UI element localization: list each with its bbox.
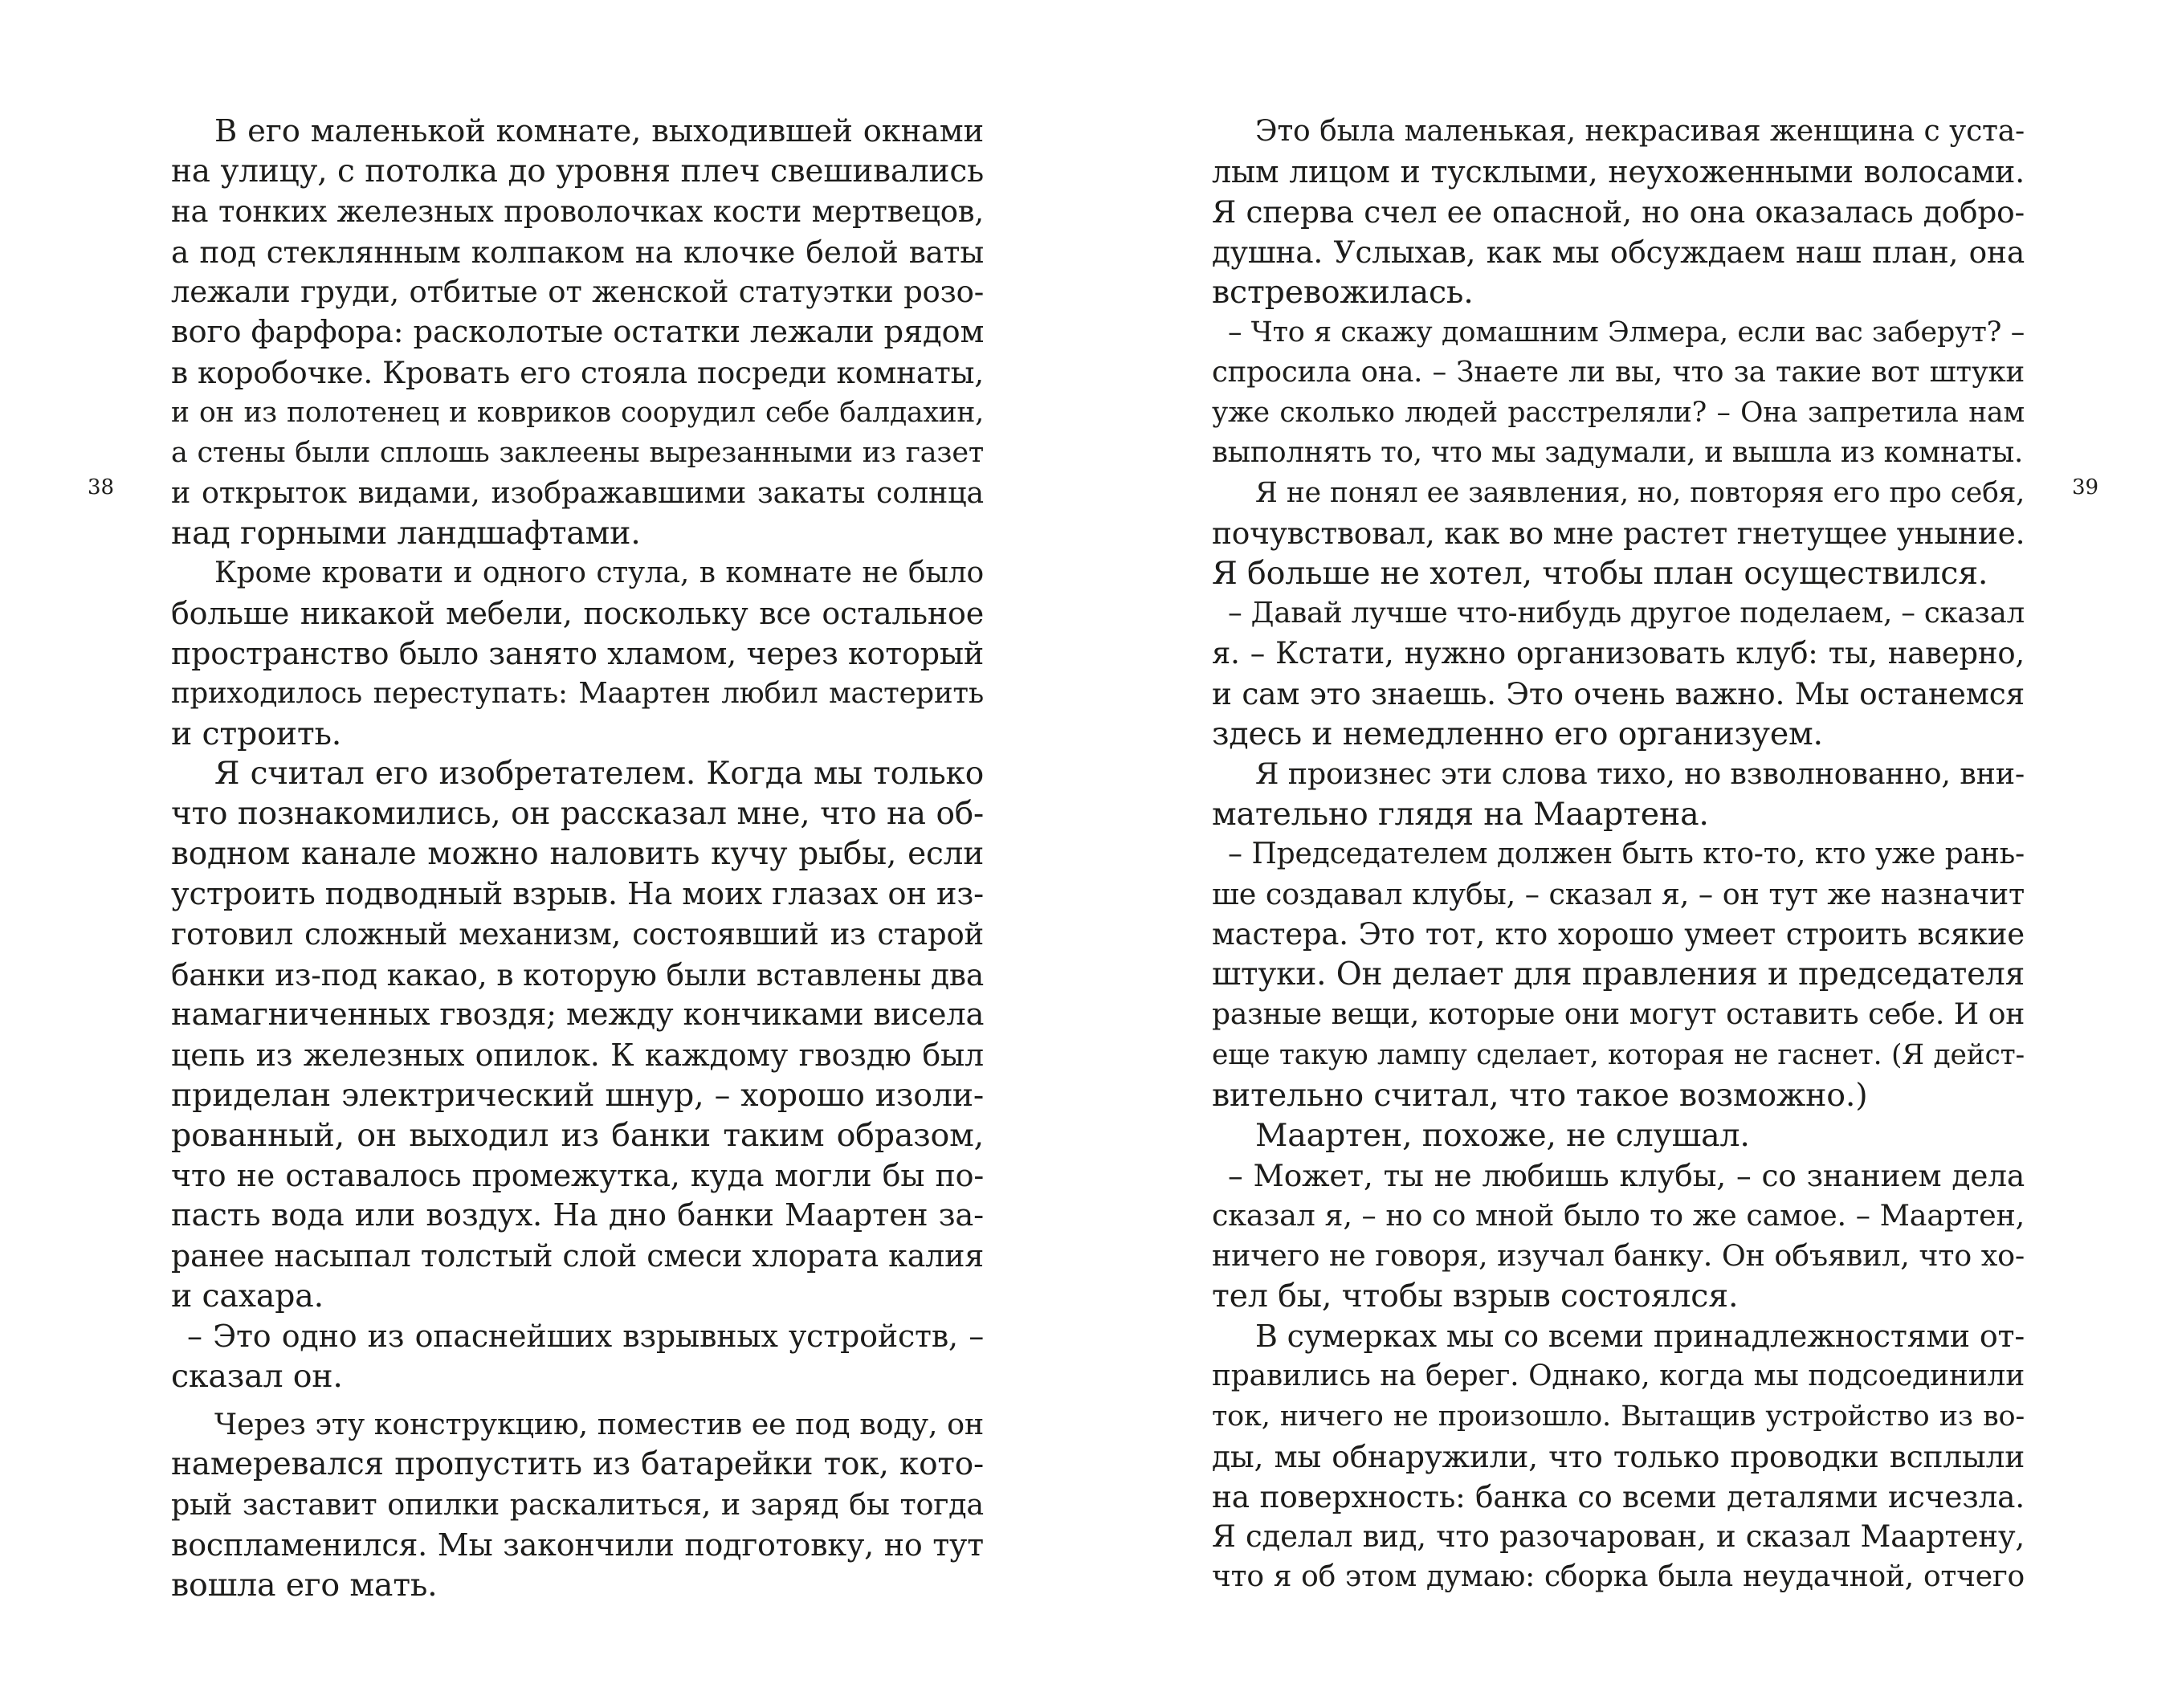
text-line: на поверхность: банка со всеми деталями исчезла. xyxy=(1212,1479,2025,1514)
text-line: разные вещи, которые они могут оставить себе. И он xyxy=(1212,998,2025,1031)
text-line: больше никакой мебели, поскольку все остальное xyxy=(171,596,984,631)
text-line: штуки. Он делает для правления и председателя xyxy=(1212,956,2025,993)
text-line: ток, ничего не произошло. Вытащив устройство из во- xyxy=(1212,1400,2025,1433)
text-line: и строить. xyxy=(171,715,342,752)
text-line: душна. Услыхав, как мы обсуждаем наш план, она xyxy=(1212,234,2025,270)
text-line: намагниченных гвоздя; между кончиками висела xyxy=(171,997,985,1033)
text-line: уже сколько людей расстреляли? – Она запретила нам xyxy=(1212,397,2025,429)
text-line: правились на берег. Однако, когда мы подсоединили xyxy=(1212,1359,2025,1392)
left-page-text xyxy=(171,112,984,1605)
text-line: – Это одно из опаснейших взрывных устройств, – xyxy=(187,1319,984,1354)
text-line: на тонких железных проволочках кости мертвецов, xyxy=(171,194,984,229)
text-line: воспламенился. Мы закончили подготовку, но тут xyxy=(171,1527,984,1563)
text-line: вительно считал, что такое возможно.) xyxy=(1212,1077,1868,1114)
text-line: рый заставит опилки раскалиться, и заряд бы тогда xyxy=(171,1487,984,1522)
text-line: приделан электрический шнур, – хорошо изоли- xyxy=(171,1077,984,1114)
text-line: я. – Кстати, нужно организовать клуб: ты, наверно, xyxy=(1212,636,2025,671)
right-page-text xyxy=(1212,112,2025,1597)
text-line: – Давай лучше что-нибудь другое поделаем, – сказал xyxy=(1228,597,2025,630)
text-line: устроить подводный взрыв. На моих глазах он из- xyxy=(171,876,984,912)
text-line: тел бы, чтобы взрыв состоялся. xyxy=(1212,1278,1739,1315)
text-line: выполнять то, что мы задумали, и вышла из комнаты. xyxy=(1212,436,2024,469)
text-line: ды, мы обнаружили, что только проводки всплыли xyxy=(1212,1439,2025,1474)
text-line: мастера. Это тот, кто хорошо умеет строить всякие xyxy=(1212,917,2025,952)
text-line: в коробочке. Кровать его стояла посреди комнаты, xyxy=(171,355,984,390)
text-line: водном канале можно наловить кучу рыбы, если xyxy=(171,836,984,872)
text-line: ранее насыпал толстый слой смеси хлората калия xyxy=(171,1238,984,1274)
text-line: и открыток видами, изображавшими закаты солнца xyxy=(171,475,984,510)
text-line: и сахара. xyxy=(171,1278,324,1315)
text-line: В сумерках мы со всеми принадлежностями от- xyxy=(1255,1319,2025,1354)
text-line: Маартен, похоже, не слушал. xyxy=(1255,1117,1750,1154)
text-line: Я не понял ее заявления, но, повторяя его про себя, xyxy=(1255,477,2025,509)
text-line: а под стеклянным колпаком на клочке белой ваты xyxy=(171,234,984,270)
text-line: сказал он. xyxy=(171,1358,343,1395)
text-line: вошла его мать. xyxy=(171,1567,438,1604)
text-line: а стены были сплошь заклеены вырезанными из газет xyxy=(171,437,984,469)
text-line: что я об этом думаю: сборка была неудачной, отчего xyxy=(1212,1560,2025,1593)
text-line: встревожилась. xyxy=(1212,274,1474,311)
text-line: спросила она. – Знаете ли вы, что за такие вот штуки xyxy=(1212,356,2025,389)
text-line: пространство было занято хламом, через который xyxy=(171,636,984,671)
text-line: на улицу, с потолка до уровня плеч свешивались xyxy=(171,153,984,190)
text-line: здесь и немедленно его организуем. xyxy=(1212,715,1823,752)
text-line: и он из полотенец и ковриков соорудил себе балдахин, xyxy=(171,397,984,429)
text-line: цепь из железных опилок. К каждому гвоздю был xyxy=(171,1037,984,1073)
text-line: ничего не говоря, изучал банку. Он объявил, что хо- xyxy=(1212,1238,2025,1273)
text-line: мательно глядя на Маартена. xyxy=(1212,796,1709,833)
text-line: Я произнес эти слова тихо, но взволнованно, вни- xyxy=(1255,756,2025,791)
text-line: приходилось переступать: Маартен любил мастерить xyxy=(171,677,984,710)
text-line: лежали груди, отбитые от женской статуэтки розо- xyxy=(171,275,984,309)
text-line: Это была маленькая, некрасивая женщина с уста- xyxy=(1255,115,2025,148)
text-line: Я считал его изобретателем. Когда мы только xyxy=(214,756,984,792)
text-line: вого фарфора: расколотые остатки лежали рядом xyxy=(171,314,985,350)
text-line: банки из-под какао, в которую были вставлены два xyxy=(171,957,984,993)
text-line: пасть вода или воздух. На дно банки Маартен за- xyxy=(171,1197,984,1233)
text-line: – Что я скажу домашним Элмера, если вас заберут? – xyxy=(1228,316,2025,349)
text-line: намеревался пропустить из батарейки ток, кото- xyxy=(171,1446,984,1482)
text-line: рованный, он выходил из банки таким образом, xyxy=(171,1117,984,1154)
text-line: Я больше не хотел, чтобы план осуществился. xyxy=(1212,555,1988,592)
page-number-left: 38 xyxy=(88,475,115,499)
page-number-right: 39 xyxy=(2072,475,2099,499)
text-line: почувствовал, как во мне растет гнетущее уныние. xyxy=(1212,516,2025,551)
text-line: еще такую лампу сделает, которая не гаснет. (Я дейст- xyxy=(1212,1039,2025,1071)
text-line: Через эту конструкцию, поместив ее под воду, он xyxy=(214,1407,984,1441)
text-line: что познакомились, он рассказал мне, что на об- xyxy=(171,796,984,832)
text-line: В его маленькой комнате, выходившей окнами xyxy=(214,113,984,149)
text-line: что не оставалось промежутка, куда могли бы по- xyxy=(171,1158,984,1193)
text-line: – Председателем должен быть кто-то, кто уже рань- xyxy=(1228,838,2025,870)
text-line: готовил сложный механизм, состоявший из старой xyxy=(171,917,984,952)
text-line: – Может, ты не любишь клубы, – со знанием дела xyxy=(1228,1158,2025,1193)
text-line: ше создавал клубы, – сказал я, – он тут же назначит xyxy=(1212,877,2025,911)
text-line: сказал я, – но со мной было то же самое. – Маартен, xyxy=(1212,1198,2025,1233)
text-line: и сам это знаешь. Это очень важно. Мы останемся xyxy=(1212,676,2025,711)
text-line: Я сделал вид, что разочарован, и сказал Маартену, xyxy=(1212,1519,2025,1554)
text-line: Я сперва счел ее опасной, но она оказалась добро- xyxy=(1212,194,2025,230)
text-line: Кроме кровати и одного стула, в комнате не было xyxy=(214,556,984,589)
text-line: над горными ландшафтами. xyxy=(171,515,641,552)
text-line: лым лицом и тусклыми, неухоженными волосами. xyxy=(1212,154,2025,190)
